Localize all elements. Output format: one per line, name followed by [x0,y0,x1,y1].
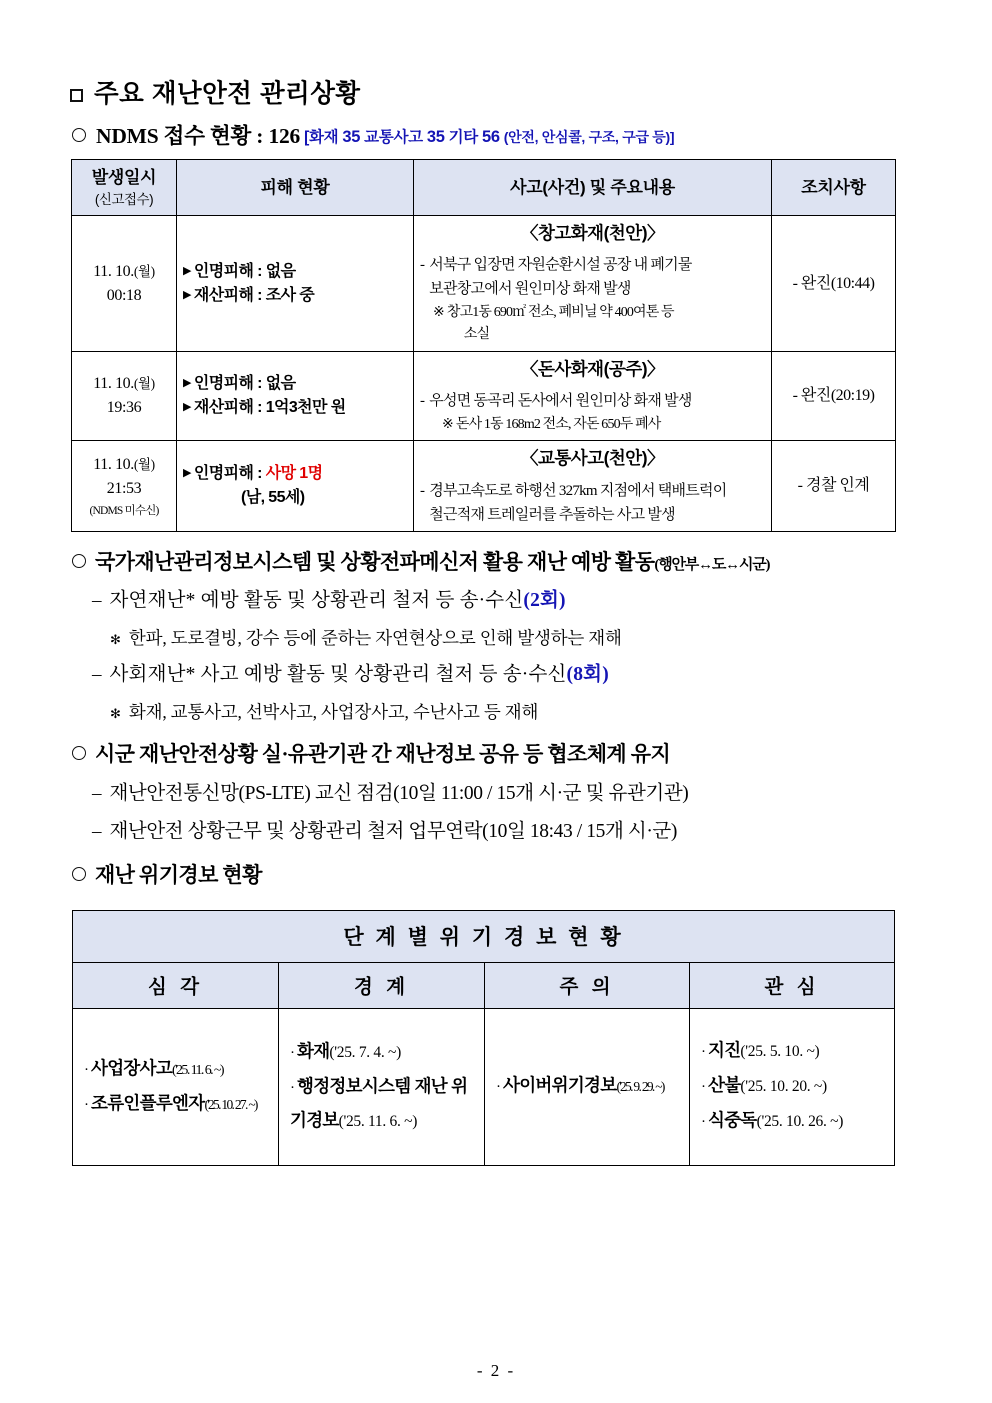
detail-line-text: 서북구 입장면 자원순환시설 공장 내 폐기물 [429,257,692,274]
alert-cell-alert [279,1008,485,1165]
asterisk-marker: ✻ [110,705,121,721]
ndms-etc-count: 56 [481,128,500,147]
dot-bullet-icon: · [701,1079,706,1096]
alert-item-name: 지진 [708,1040,741,1061]
cell-damage [177,215,414,351]
alert-item-date: ('25. 9. 29. ~) [616,1079,664,1095]
incident-weekday: (월) [133,376,155,392]
incident-date: 11. 10. [93,455,134,473]
col-header-action: 조치사항 [772,160,896,216]
cell-action: - 완진(10:44) [772,215,896,351]
section-heading-paren: (행안부↔도↔시군) [654,557,770,574]
damage-life-text: 인명피해 : 없음 [193,262,296,280]
alert-item-name: 사업장사고 [91,1057,173,1078]
alert-item [84,1086,269,1121]
alert-table-caption: 단 계 별 위 기 경 보 현 황 [73,910,895,962]
alert-cell-serious [73,1008,279,1165]
dash-marker: – [92,820,102,842]
cell-when [72,215,177,351]
list-item-text: 화재, 교통사고, 선박사고, 사업장사고, 수난사고 등 재해 [128,701,539,722]
dash-marker: – [92,590,102,612]
alert-item-date: ('25. 7. 4. ~) [329,1043,401,1061]
ndms-label: NDMS 접수 현황 : 126 [96,124,301,149]
circle-bullet-icon [72,746,86,760]
cell-action: - 경찰 인계 [772,441,896,532]
alert-item-date: ('25. 5. 10. ~) [740,1043,820,1061]
detail-line [420,479,765,528]
cell-action: - 완진(20:19) [772,352,896,441]
list-item-text: 자연재난* 예방 활동 및 상황관리 철저 등 송·수신 [109,590,524,612]
detail-note [420,414,765,437]
cell-detail [414,215,772,351]
incident-title: 〈돈사화재(공주)〉 [520,359,665,380]
alert-item-date: ('25. 11. 6. ~) [172,1062,223,1078]
alert-col-serious: 심 각 [73,962,279,1008]
list-item-accent: (2회) [523,590,566,612]
circle-bullet-icon [72,128,86,142]
detail-line-text: 우성면 동곡리 돈사에서 원인미상 화재 발생 [429,393,692,410]
section-heading-text: 국가재난관리정보시스템 및 상황전파메신저 활용 재난 예방 활동 [95,550,655,575]
dash-marker: – [92,664,102,686]
section-heading [72,741,922,768]
incident-date: 11. 10. [93,262,134,280]
table-row [72,352,896,441]
alert-item-name: 식중독 [708,1110,757,1131]
damage-extra-text: (남, 55세) [241,489,305,507]
list-item-accent: (8회) [566,664,609,686]
detail-note-text: 창고1동 690㎡ 전소, 폐비닐 약 400여톤 등 [446,304,674,320]
list-item [92,781,922,807]
table-row [72,441,896,532]
col-header-damage: 피해 현황 [177,160,414,216]
cell-damage [177,441,414,532]
damage-life-value: 사망 1명 [265,465,323,483]
detail-line-text: 경부고속도로 하행선 327km 지점에서 택배트럭이 [429,482,727,499]
section-heading-text: 시군 재난안전상황 실·유관기관 간 재난정보 공유 등 협조체계 유지 [95,742,671,767]
incident-date: 11. 10. [93,375,134,393]
ndms-etc-detail: (안전, 안심콜, 구조, 구급 등)] [503,129,675,146]
detail-note-cont: 소실 [463,327,490,343]
incident-title: 〈교통사고(천안)〉 [520,448,665,469]
cell-detail [414,352,772,441]
alert-cell-attention [690,1008,895,1165]
section-crisis-alert [70,862,922,889]
alert-cell-caution [485,1008,690,1165]
detail-line-text: 보관창고에서 원인미상 화재 발생 [429,281,631,298]
alert-item-name: 사이버위기경보 [503,1075,617,1096]
damage-property [183,284,407,308]
dot-bullet-icon: · [701,1114,706,1131]
alert-content-row [73,1008,895,1165]
ndms-open: [화재 [304,129,339,147]
square-bullet-icon [70,89,83,102]
dot-bullet-icon: · [84,1061,89,1078]
incident-time: 00:18 [106,286,142,304]
list-item [92,819,922,845]
incident-time: 21:53 [106,479,142,497]
detail-line [420,389,765,413]
incident-weekday: (월) [133,263,155,279]
alert-col-caution: 주 의 [485,962,690,1008]
list-item-text: 사회재난* 사고 예방 활동 및 상황관리 철저 등 송·수신 [109,664,567,686]
damage-property-text: 재산피해 : 조사 중 [193,286,315,304]
damage-extra [183,486,407,510]
incident-table [71,159,896,532]
dot-bullet-icon: · [290,1079,295,1096]
page-title [70,80,922,109]
cell-when [72,352,177,441]
reference-mark-icon: ※ [433,304,444,320]
alert-item-date: ('25. 10. 20. ~) [740,1078,827,1096]
detail-note-text: 돈사 1동 168m2 전소, 자돈 650두 폐사 [455,416,661,432]
page-title-text: 주요 재난안전 관리상황 [94,80,361,108]
alert-item [701,1103,885,1138]
table-row [72,215,896,351]
alert-col-alert: 경 계 [279,962,485,1008]
ndms-breakdown [304,129,674,146]
triangle-bullet-icon: ▶ [183,377,191,390]
ndms-traffic-label: 교통사고 [364,129,423,147]
circle-bullet-icon [72,554,86,568]
section-cooperation-system [70,741,922,845]
col-header-when-sub: (신고접수) [94,191,154,207]
alert-item [496,1068,680,1103]
cell-detail [414,441,772,532]
section-heading-text: 재난 위기경보 현황 [95,863,262,888]
page-footer: - 2 - [476,1361,516,1380]
alert-item [84,1051,269,1086]
alert-item-name: 산불 [708,1075,741,1096]
ndms-status-heading [72,123,922,150]
damage-property [183,396,407,420]
alert-item [290,1034,475,1069]
circle-bullet-icon [72,867,86,881]
dash-marker: – [92,782,102,804]
alert-item-name: 조류인플루엔자 [91,1092,205,1113]
damage-property-text: 재산피해 : 1억3천만 원 [193,399,346,417]
alert-caption-row [73,910,895,962]
cell-when [72,441,177,532]
alert-item-date: ('25. 10. 27. ~) [204,1096,257,1112]
ndms-fire-count: 35 [342,128,361,147]
alert-item-name: 화재 [297,1040,330,1061]
damage-life-text: 인명피해 : 없음 [193,375,296,393]
triangle-bullet-icon: ▶ [183,401,191,414]
detail-note [420,302,765,347]
reference-mark-icon: ※ [442,416,453,432]
alert-header-row [73,962,895,1008]
alert-item-date: ('25. 10. 26. ~) [756,1113,844,1131]
damage-life [183,372,407,396]
alert-item [701,1068,885,1103]
dot-bullet-icon: · [496,1079,501,1096]
incident-note: (NDMS 미수신) [89,504,159,517]
col-header-when-text: 발생일시 [91,168,157,188]
section-heading [72,549,922,576]
list-item-text: 한파, 도로결빙, 강수 등에 준하는 자연현상으로 인해 발생하는 재해 [128,627,622,648]
section-disaster-prevention [70,549,922,724]
cell-damage [177,352,414,441]
alert-item [701,1033,885,1068]
dash-marker: - [420,482,425,499]
incident-title: 〈창고화재(천안)〉 [520,222,665,243]
ndms-etc-label: 기타 [448,129,478,147]
list-item [92,588,922,614]
dash-marker: - [420,393,425,410]
section-heading [72,862,922,889]
ndms-traffic-count: 35 [426,128,445,147]
crisis-alert-table [72,910,895,1166]
detail-line-text: 철근적재 트레일러를 추돌하는 사고 발생 [429,506,675,523]
dot-bullet-icon: · [84,1096,89,1113]
asterisk-marker: ✻ [110,631,121,647]
triangle-bullet-icon: ▶ [183,264,191,277]
list-item [110,701,922,725]
damage-life [183,462,407,486]
list-item-text: 재난안전통신망(PS-LTE) 교신 점검(10일 11:00 / 15개 시·군 및 유관기관) [109,782,689,804]
triangle-bullet-icon: ▶ [183,467,191,480]
dash-marker: - [420,257,425,274]
incident-weekday: (월) [133,456,155,472]
alert-item [290,1069,475,1137]
dot-bullet-icon: · [290,1044,295,1061]
col-header-detail: 사고(사건) 및 주요내용 [414,160,772,216]
list-item-text: 재난안전 상황근무 및 상황관리 철저 업무연락(10일 18:43 / 15개 시·군) [109,820,677,842]
triangle-bullet-icon: ▶ [183,288,191,301]
detail-line [420,253,765,302]
list-item [110,627,922,651]
incident-time: 19:36 [106,399,142,417]
dot-bullet-icon: · [701,1044,706,1061]
table-header-row [72,160,896,216]
damage-life [183,260,407,284]
alert-item-date: ('25. 11. 6. ~) [338,1113,418,1131]
list-item [92,662,922,688]
alert-item-name: 행정정보시스템 재난 위기경보 [290,1075,468,1131]
alert-col-attention: 관 심 [690,962,895,1008]
damage-life-text: 인명피해 : [193,465,266,483]
col-header-when [72,160,177,216]
